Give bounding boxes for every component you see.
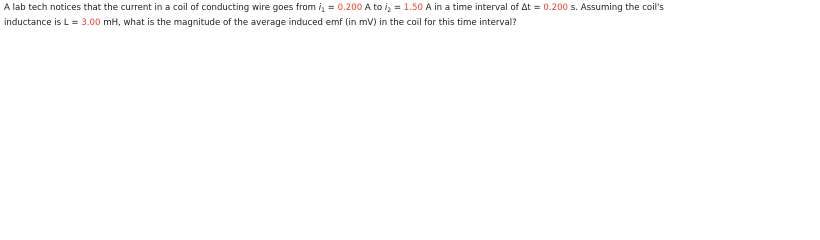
current-variable: i (384, 3, 388, 13)
initial-current-value: 0.200 (337, 3, 363, 13)
problem-text-segment: s. Assuming the coil's (568, 3, 664, 13)
time-interval-label: Δt = (521, 3, 544, 13)
problem-text-segment: A lab tech notices that the current in a coil of conducting wire goes from (4, 3, 319, 13)
problem-line-2 (4, 16, 820, 31)
problem-text-segment: mH, what is the magnitude of the average induced emf (in mV) in the coil for this time interval? (100, 18, 517, 28)
equals-sign: = (391, 3, 404, 13)
current-variable: i (318, 3, 322, 13)
time-interval-value: 0.200 (543, 3, 569, 13)
inductance-value: 3.00 (81, 18, 101, 28)
subscript-1: 1 (321, 7, 325, 14)
problem-text (0, 0, 820, 34)
problem-text-segment: A in a time interval of (422, 3, 522, 13)
problem-text-segment: inductance is (4, 18, 64, 28)
subscript-2: 2 (387, 7, 392, 14)
problem-line-1 (4, 1, 820, 16)
problem-text-segment: A to (362, 3, 385, 13)
inductance-label: L = (63, 18, 82, 28)
final-current-value: 1.50 (403, 3, 423, 13)
equals-sign: = (324, 3, 338, 13)
